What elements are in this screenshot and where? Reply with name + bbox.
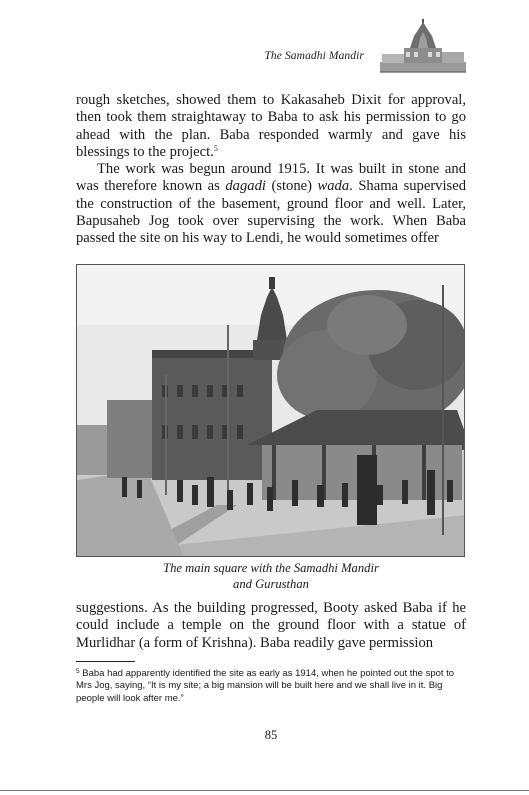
paragraph-1-text: rough sketches, showed them to Kakasaheb Dixit for approval, then took them straightaway to Baba to ask his permission to go ahead with the plan. Baba responded warmly and gave his blessings to the project. xyxy=(76,92,466,160)
footnote-divider xyxy=(76,661,135,662)
term-wada: wada xyxy=(317,178,350,195)
term-dagadi: dagadi xyxy=(225,178,266,195)
paragraph-2-text-middle: (stone) xyxy=(265,178,318,195)
figure-caption-line-1: The main square with the Samadhi Mandir xyxy=(163,561,379,575)
footnote-reference[interactable]: 5 xyxy=(213,143,218,153)
figure-caption-line-2: and Gurusthan xyxy=(233,576,309,591)
running-head-title: The Samadhi Mandir xyxy=(264,50,364,62)
header-rule xyxy=(380,71,466,72)
footnote-number: 5 xyxy=(76,668,80,675)
page-bottom-edge xyxy=(0,790,529,791)
footnote-text: Baba had apparently identified the site as early as 1914, when he pointed out the spot to Mrs Jog, saying, “It is my site; a big mansion will be built here and we shall live in it. Big people will look after me.” xyxy=(76,668,455,704)
footnote xyxy=(76,668,466,705)
paragraph-2 xyxy=(76,161,466,247)
paragraph-2-text-end: . Shama supervised the construction of the basement, ground floor and well. Later, Bapusaheb Jog took over supervising the work. When Baba passed the site on his way to Lendi, he would sometimes offer xyxy=(76,178,466,247)
samadhi-mandir-square-photo xyxy=(76,264,465,557)
paragraph-2-text-start: The work was begun around 1915. It was built in stone and was therefore known as xyxy=(76,161,466,195)
temple-spire-icon xyxy=(380,18,466,73)
paragraph-1 xyxy=(76,92,466,161)
paragraph-3: suggestions. As the building progressed, Booty asked Baba if he could include a temple on the ground floor with a statue of Murlidhar (a form of Krishna). Baba readily gave permission xyxy=(76,600,466,651)
page-number: 85 xyxy=(264,728,278,742)
figure-caption xyxy=(76,561,466,592)
